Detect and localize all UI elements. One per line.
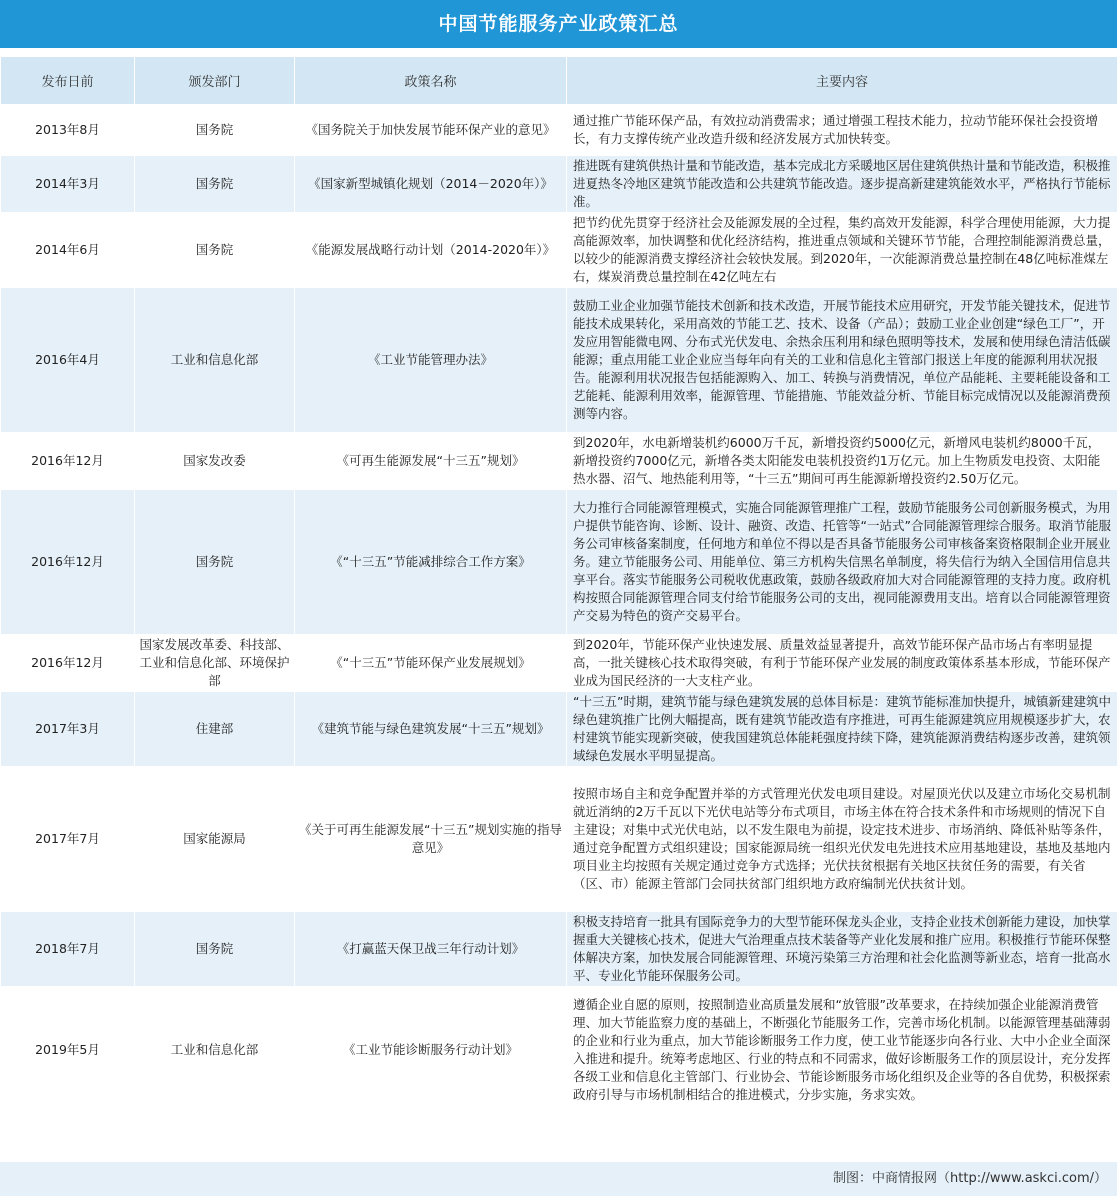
title-gap [0, 48, 1117, 56]
table-row [1, 692, 1117, 767]
header-date: 发布日前 [1, 57, 135, 105]
cell-dept: 国家能源局 [135, 767, 295, 912]
cell-name: 《国家新型城镇化规划（2014－2020年）》 [295, 156, 567, 213]
cell-dept: 工业和信息化部 [135, 987, 295, 1114]
table-row [1, 105, 1117, 156]
cell-date: 2019年5月 [1, 987, 135, 1114]
cell-name: 《可再生能源发展“十三五”规划》 [295, 433, 567, 490]
table-row [1, 767, 1117, 912]
cell-content: 推进既有建筑供热计量和节能改造，基本完成北方采暖地区居住建筑供热计量和节能改造，积极推进夏热冬冷地区建筑节能改造和公共建筑节能改造。逐步提高新建建筑能效水平，严格执行节能标准。 [567, 156, 1117, 213]
cell-date: 2016年12月 [1, 490, 135, 635]
cell-date: 2016年4月 [1, 288, 135, 433]
cell-date: 2016年12月 [1, 433, 135, 490]
page-title: 中国节能服务产业政策汇总 [0, 0, 1117, 48]
cell-dept: 国务院 [135, 213, 295, 288]
cell-content: 把节约优先贯穿于经济社会及能源发展的全过程，集约高效开发能源，科学合理使用能源，大力提高能源效率，加快调整和优化经济结构，推进重点领域和关键环节节能，合理控制能源消费总量，以较少的能源消费支撑经济社会较快发展。到2020年，一次能源消费总量控制在48亿吨标准煤左右，煤炭消费总量控制在42亿吨左右 [567, 213, 1117, 288]
cell-date: 2017年3月 [1, 692, 135, 767]
cell-name: 《关于可再生能源发展“十三五”规划实施的指导意见》 [295, 767, 567, 912]
table-row [1, 912, 1117, 987]
policy-table [0, 56, 1117, 1114]
cell-name: 《能源发展战略行动计划（2014-2020年）》 [295, 213, 567, 288]
table-row [1, 635, 1117, 692]
table-header-row [1, 57, 1117, 105]
cell-content: 通过推广节能环保产品，有效拉动消费需求；通过增强工程技术能力，拉动节能环保社会投资增长，有力支撑传统产业改造升级和经济发展方式加快转变。 [567, 105, 1117, 156]
cell-dept: 国务院 [135, 490, 295, 635]
cell-name: 《国务院关于加快发展节能环保产业的意见》 [295, 105, 567, 156]
cell-dept: 国务院 [135, 105, 295, 156]
cell-dept: 住建部 [135, 692, 295, 767]
cell-dept: 国务院 [135, 912, 295, 987]
cell-dept: 国务院 [135, 156, 295, 213]
cell-content: 到2020年，节能环保产业快速发展、质量效益显著提升，高效节能环保产品市场占有率明显提高，一批关键核心技术取得突破，有利于节能环保产业发展的制度政策体系基本形成，节能环保产业成为国民经济的一大支柱产业。 [567, 635, 1117, 692]
table-row [1, 987, 1117, 1114]
header-dept: 颁发部门 [135, 57, 295, 105]
cell-name: 《“十三五”节能减排综合工作方案》 [295, 490, 567, 635]
cell-dept: 国家发改委 [135, 433, 295, 490]
cell-name: 《建筑节能与绿色建筑发展“十三五”规划》 [295, 692, 567, 767]
cell-content: 鼓励工业企业加强节能技术创新和技术改造，开展节能技术应用研究，开发节能关键技术，促进节能技术成果转化，采用高效的节能工艺、技术、设备（产品）；鼓励工业企业创建“绿色工厂”，开发应用智能微电网、分布式光伏发电、余热余压利用和绿色照明等技术，发展和使用绿色清洁低碳能源；重点用能工业企业应当每年向有关的工业和信息化主管部门报送上年度的能源利用状况报告。能源利用状况报告包括能源购入、加工、转换与消费情况，单位产品能耗、主要耗能设备和工艺能耗、能源利用效率，能源管理、节能措施、节能效益分析、节能目标完成情况以及能源消费预测等内容。 [567, 288, 1117, 433]
cell-content: 按照市场自主和竞争配置并举的方式管理光伏发电项目建设。对屋顶光伏以及建立市场化交易机制就近消纳的2万千瓦以下光伏电站等分布式项目，市场主体在符合技术条件和市场规则的情况下自主建设；对集中式光伏电站，以不发生限电为前提，设定技术进步、市场消纳、降低补贴等条件，通过竞争配置方式组织建设；国家能源局统一组织光伏发电先进技术应用基地建设，基地及基地内项目业主均按照有关规定通过竞争方式选择；光伏扶贫根据有关地区扶贫任务的需要，有关省（区、市）能源主管部门会同扶贫部门组织地方政府编制光伏扶贫计划。 [567, 767, 1117, 912]
header-name: 政策名称 [295, 57, 567, 105]
cell-content: 遵循企业自愿的原则，按照制造业高质量发展和“放管服”改革要求，在持续加强企业能源消费管理、加大节能监察力度的基础上，不断强化节能服务工作，完善市场化机制。以能源管理基础薄弱的企业和行业为重点，加大节能诊断服务工作力度，使工业节能逐步向各行业、大中小企业全面深入推进和提升。统筹考虑地区、行业的特点和不同需求，做好诊断服务工作的顶层设计，充分发挥各级工业和信息化主管部门、行业协会、节能诊断服务市场化组织及企业等的各自优势，积极探索政府引导与市场机制相结合的推进模式，分步实施，务求实效。 [567, 987, 1117, 1114]
cell-name: 《工业节能管理办法》 [295, 288, 567, 433]
cell-date: 2017年7月 [1, 767, 135, 912]
table-row [1, 288, 1117, 433]
cell-content: 到2020年，水电新增装机约6000万千瓦，新增投资约5000亿元，新增风电装机约8000千瓦，新增投资约7000亿元，新增各类太阳能发电装机投资约1万亿元。加上生物质发电投资、太阳能热水器、沼气、地热能利用等，“十三五”期间可再生能源新增投资约2.50万亿元。 [567, 433, 1117, 490]
table-row [1, 490, 1117, 635]
source-footer: 制图：中商情报网（http://www.askci.com/） [0, 1162, 1117, 1196]
table-row [1, 433, 1117, 490]
cell-name: 《“十三五”节能环保产业发展规划》 [295, 635, 567, 692]
cell-name: 《打赢蓝天保卫战三年行动计划》 [295, 912, 567, 987]
cell-content: 积极支持培育一批具有国际竞争力的大型节能环保龙头企业，支持企业技术创新能力建设，加快掌握重大关键核心技术，促进大气治理重点技术装备等产业化发展和推广应用。积极推行节能环保整体解决方案，加快发展合同能源管理、环境污染第三方治理和社会化监测等新业态，培育一批高水平、专业化节能环保服务公司。 [567, 912, 1117, 987]
cell-date: 2014年3月 [1, 156, 135, 213]
cell-date: 2016年12月 [1, 635, 135, 692]
header-content: 主要内容 [567, 57, 1117, 105]
cell-date: 2014年6月 [1, 213, 135, 288]
cell-date: 2013年8月 [1, 105, 135, 156]
cell-name: 《工业节能诊断服务行动计划》 [295, 987, 567, 1114]
cell-dept: 工业和信息化部 [135, 288, 295, 433]
table-row [1, 156, 1117, 213]
cell-date: 2018年7月 [1, 912, 135, 987]
cell-content: “十三五”时期，建筑节能与绿色建筑发展的总体目标是：建筑节能标准加快提升，城镇新建建筑中绿色建筑推广比例大幅提高，既有建筑节能改造有序推进，可再生能源建筑应用规模逐步扩大，农村建筑节能实现新突破，使我国建筑总体能耗强度持续下降，建筑能源消费结构逐步改善，建筑领域绿色发展水平明显提高。 [567, 692, 1117, 767]
table-row [1, 213, 1117, 288]
cell-content: 大力推行合同能源管理模式，实施合同能源管理推广工程，鼓励节能服务公司创新服务模式，为用户提供节能咨询、诊断、设计、融资、改造、托管等“一站式”合同能源管理综合服务。取消节能服务公司审核备案制度，任何地方和单位不得以是否具备节能服务公司审核备案资格限制企业开展业务。建立节能服务公司、用能单位、第三方机构失信黑名单制度，将失信行为纳入全国信用信息共享平台。落实节能服务公司税收优惠政策，鼓励各级政府加大对合同能源管理的支持力度。政府机构按照合同能源管理合同支付给节能服务公司的支出，视同能源费用支出。培育以合同能源管理资产交易为特色的资产交易平台。 [567, 490, 1117, 635]
cell-dept: 国家发展改革委、科技部、工业和信息化部、环境保护部 [135, 635, 295, 692]
